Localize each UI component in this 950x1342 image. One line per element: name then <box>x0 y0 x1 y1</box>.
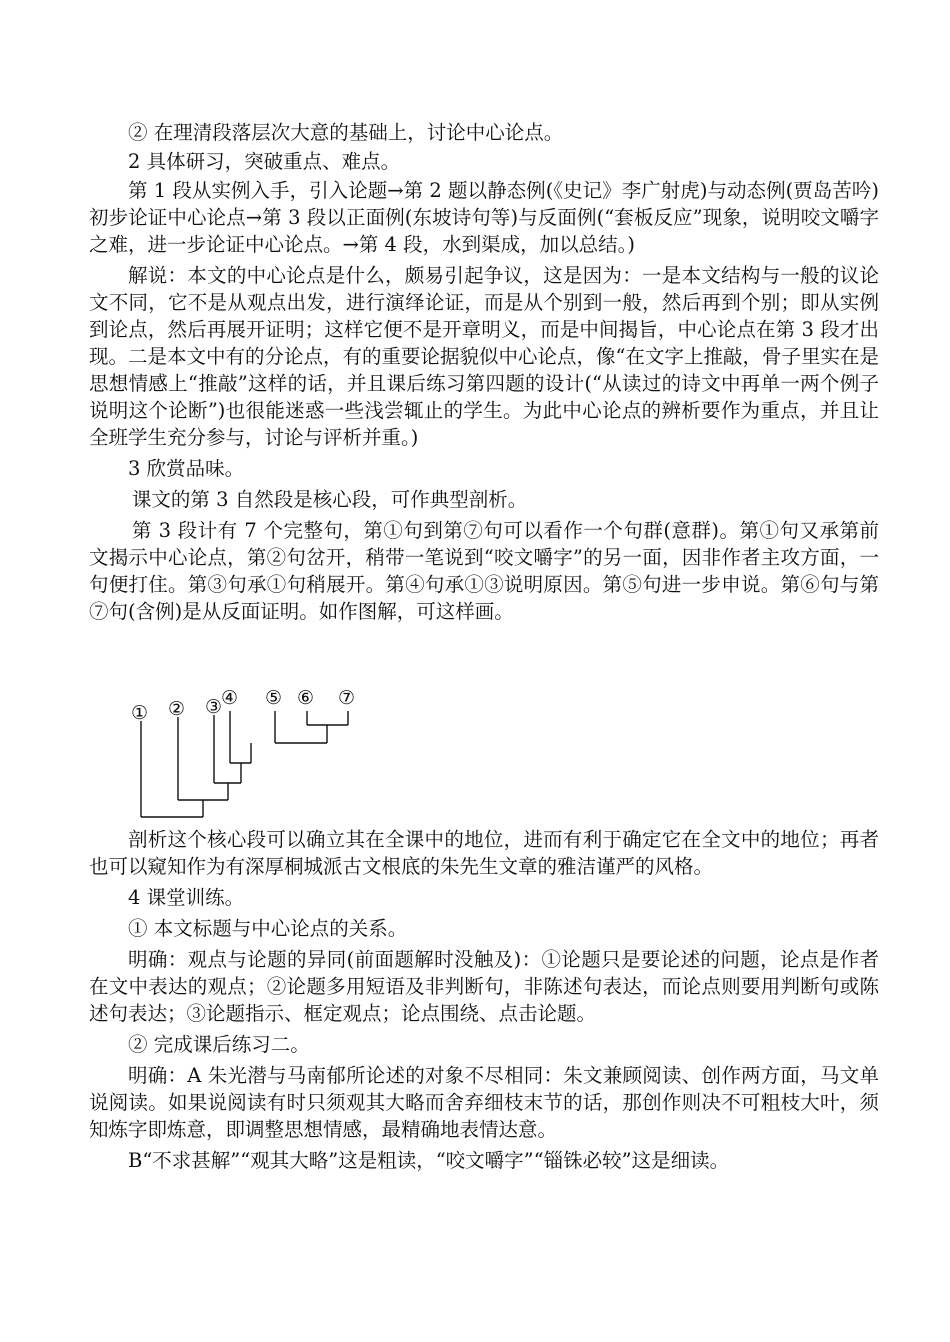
diagram-label: ① <box>131 702 149 724</box>
paragraph: B“不求甚解”“观其大略”这是粗读，“咬文嚼字”“锱铢必较”这是细读。 <box>128 1149 730 1172</box>
paragraph: ② 完成课后练习二。 <box>128 1033 310 1056</box>
paragraph: ① 本文标题与中心论点的关系。 <box>128 917 408 940</box>
paragraph: 4 课堂训练。 <box>128 886 245 909</box>
diagram-label: ④ <box>221 687 239 709</box>
diagram-label: ⑥ <box>297 687 315 709</box>
diagram-label: ② <box>168 698 186 720</box>
paragraph: 明确：观点与论题的异同(前面题解时没触及)：①论题只是要论述的问题，论点是作者在文中表达的观点；②论题多用短语及非判断句，非陈述句表达，而论点则要用判断句或陈述句表达；③论题指示、框定观点；论点围绕、点击论题。 <box>89 948 879 1025</box>
paragraph: 2 具体研习，突破重点、难点。 <box>128 150 401 173</box>
paragraph: 解说：本文的中心论点是什么，颇易引起争议，这是因为：一是本文结构与一般的议论文不同，它不是从观点出发，进行演绎论证，而是从个别到一般，然后再到个别；即从实例到论点，然后再展开证明；这样它便不是开章明义，而是中间揭旨，中心论点在第 3 段才出现。二是本文中有的分论点，有的重要论据貌似中心论点，像“在文字上推敲，骨子里实在是思想情感上“推敲”这样的话，并且课后练习第四题的设计(“从读过的诗文中再单一两个例子说明这个论断”)也很能迷惑一些浅尝辄止的学生。为此中心论点的辨析要作为重点，并且让全班学生充分参与，讨论与评析并重。) <box>89 264 879 449</box>
sentence-structure-diagram <box>125 687 365 825</box>
text-block-top <box>89 119 879 625</box>
paragraph: ② 在理清段落层次大意的基础上，讨论中心论点。 <box>128 121 564 144</box>
diagram-label: ⑦ <box>338 687 356 709</box>
paragraph: 3 欣赏品味。 <box>128 457 245 480</box>
paragraph: 明确：A 朱光潜与马南郁所论述的对象不尽相同：朱文兼顾阅读、创作两方面，马文单说阅读。如果说阅读有时只须观其大略而舍弃细枝末节的话，那创作则决不可粗枝大叶，须知炼字即炼意，即调整思想情感，最精确地表情达意。 <box>89 1064 879 1141</box>
diagram-label: ③ <box>205 696 223 718</box>
diagram-label: ⑤ <box>265 687 283 709</box>
paragraph: 第 3 段计有 7 个完整句，第①句到第⑦句可以看作一个句群(意群)。第①句又承第前文揭示中心论点，第②句岔开，稍带一笔说到“咬文嚼字”的另一面，因非作者主攻方面，一句便打住。第③句承①句稍展开。第④句承①③说明原因。第⑤句进一步申说。第⑥句与第⑦句(含例)是从反面证明。如作图解，可这样画。 <box>89 519 879 623</box>
paragraph: 剖析这个核心段可以确立其在全课中的地位，进而有利于确定它在全文中的地位；再者也可以窥知作为有深厚桐城派古文根底的朱先生文章的雅洁谨严的风格。 <box>89 828 879 878</box>
paragraph: 第 1 段从实例入手，引入论题→第 2 题以静态例(《史记》李广射虎)与动态例(贾岛苦吟)初步论证中心论点→第 3 段以正面例(东坡诗句等)与反面例(“套板反应”现象，说明咬文嚼字之难，进一步论证中心论点。→第 4 段，水到渠成，加以总结。) <box>89 179 879 256</box>
diagram-lines <box>141 711 348 817</box>
paragraph: 课文的第 3 自然段是核心段，可作典型剖析。 <box>131 488 528 511</box>
text-block-bottom <box>89 826 879 1174</box>
